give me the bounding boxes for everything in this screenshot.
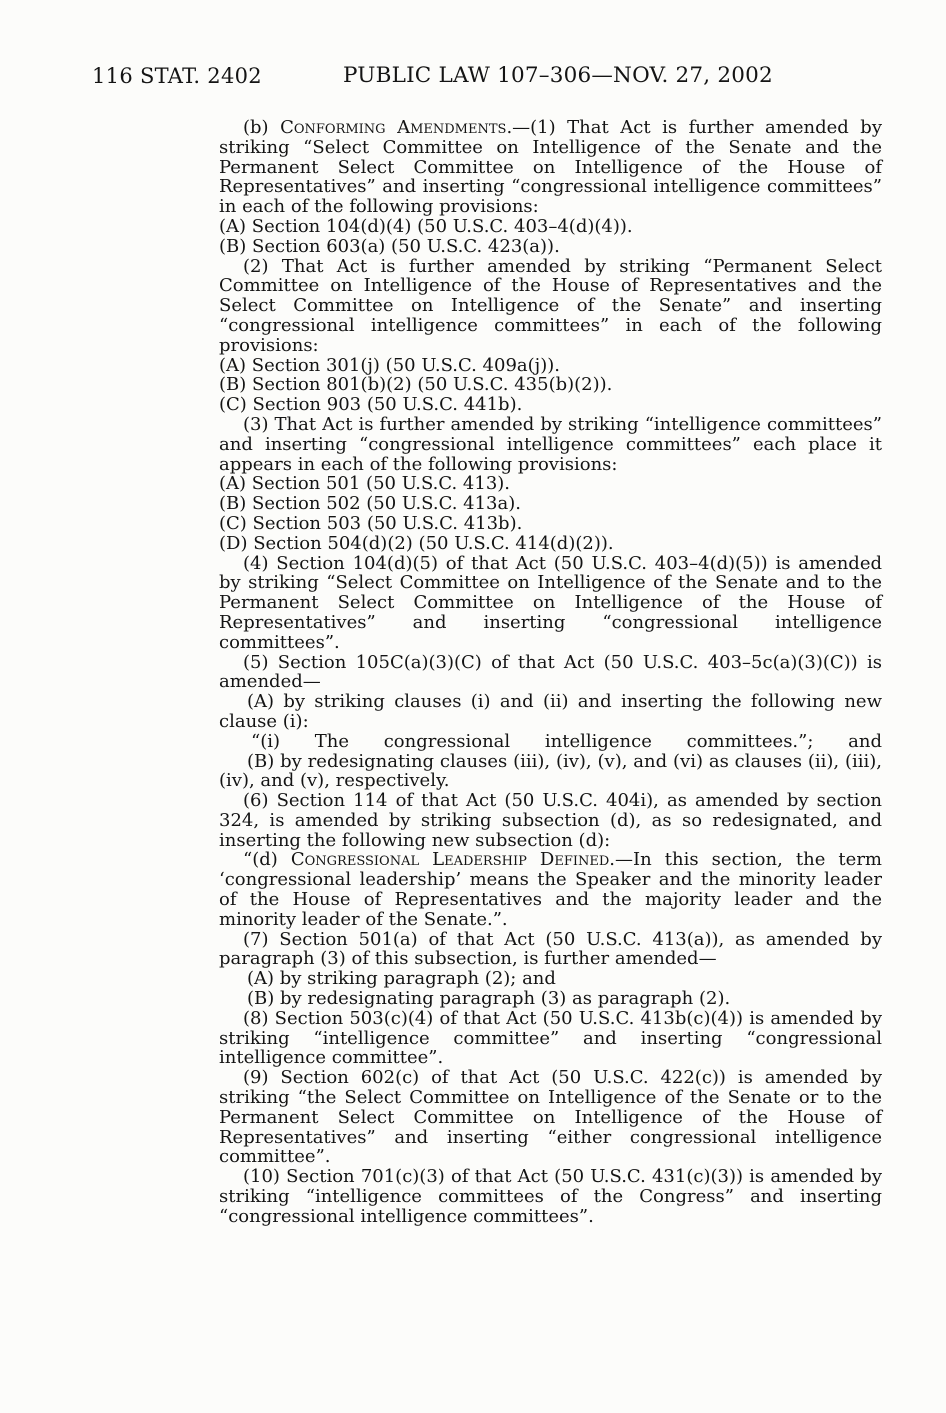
small-caps-heading: Conforming Amendments xyxy=(280,117,507,138)
quoted-clause-i: “(i) The congressional intelligence committees.”; and xyxy=(251,730,882,752)
statute-text-block xyxy=(219,118,882,1227)
provision-1-a: (A) Section 104(d)(4) (50 U.S.C. 403–4(d)(4)). xyxy=(219,215,633,237)
paragraph-9: (9) Section 602(c) of that Act (50 U.S.C. 422(c)) is amended by striking “the Select Committee on Intelligence of the Senate or to the Permanent Select Committee on Intelligence of the House of Representatives” and inserting “either congressional intelligence committee”. xyxy=(219,1067,882,1168)
provision-3-b: (B) Section 502 (50 U.S.C. 413a). xyxy=(219,493,521,515)
small-caps-heading: Congressional Leadership Defined xyxy=(290,849,610,871)
quoted-subsection-d xyxy=(219,850,882,929)
provision-3-a: (A) Section 501 (50 U.S.C. 413). xyxy=(219,473,511,495)
provision-3-d: (D) Section 504(d)(2) (50 U.S.C. 414(d)(2)). xyxy=(219,532,614,554)
clause-7-b: (B) by redesignating paragraph (3) as paragraph (2). xyxy=(247,988,731,1010)
paragraph-5: (5) Section 105C(a)(3)(C) of that Act (50 U.S.C. 403–5c(a)(3)(C)) is amended— xyxy=(219,651,882,693)
provision-2-c: (C) Section 903 (50 U.S.C. 441b). xyxy=(219,394,523,416)
paragraph-7: (7) Section 501(a) of that Act (50 U.S.C. 413(a)), as amended by paragraph (3) of this subsection, is further amended— xyxy=(219,928,882,970)
paragraph-10: (10) Section 701(c)(3) of that Act (50 U.S.C. 431(c)(3)) is amended by striking “intelligence committees of the Congress” and inserting “congressional intelligence committees”. xyxy=(219,1166,882,1227)
public-law-heading: PUBLIC LAW 107–306—NOV. 27, 2002 xyxy=(343,63,773,88)
clause-7-a: (A) by striking paragraph (2); and xyxy=(247,968,556,990)
paragraph-2: (2) That Act is further amended by striking “Permanent Select Committee on Intelligence of the House of Representatives and the Select Committee on Intelligence of the Senate” and inserting “congressional intelligence committees” in each of the following provisions: xyxy=(219,255,882,356)
paragraph-6: (6) Section 114 of that Act (50 U.S.C. 404i), as amended by section 324, is amended by striking subsection (d), as so redesignated, and inserting the following new subsection (d): xyxy=(219,790,882,851)
paragraph-b-conforming-amendments xyxy=(219,118,882,217)
paragraph-3: (3) That Act is further amended by striking “intelligence committees” and inserting “congressional intelligence committees” each place it appears in each of the following provisions: xyxy=(219,413,882,475)
provision-2-a: (A) Section 301(j) (50 U.S.C. 409a(j)). xyxy=(219,354,561,376)
provision-2-b: (B) Section 801(b)(2) (50 U.S.C. 435(b)(2)). xyxy=(219,374,613,396)
paragraph-4: (4) Section 104(d)(5) of that Act (50 U.S.C. 403–4(d)(5)) is amended by striking “Select Committee on Intelligence of the Senate and to the Permanent Select Committee on Intelligence of the House of Representatives” and inserting “congressional intelligence committees”. xyxy=(219,552,882,653)
clause-5-a: (A) by striking clauses (i) and (ii) and inserting the following new clause (i): xyxy=(219,691,882,732)
clause-5-b: (B) by redesignating clauses (iii), (iv), (v), and (vi) as clauses (ii), (iii), (iv), and (v), respectively. xyxy=(219,750,882,792)
paragraph-lead: (b) xyxy=(243,117,281,138)
provision-1-b: (B) Section 603(a) (50 U.S.C. 423(a)). xyxy=(219,235,560,257)
paragraph-text: .—(1) That Act is further amended by striking “Select Committee on Intelligence of the Senate and the Permanent Select Committee on Intelligence of the House of Representatives” and inserting “congressional intelligence committees” in each of the following provisions: xyxy=(219,117,882,218)
stat-page-number: 116 STAT. 2402 xyxy=(92,64,262,88)
paragraph-text: .—In this section, the term ‘congressional leadership’ means the Speaker and the minority leader of the House of Representatives and the majority leader and the minority leader of the Senate.”. xyxy=(219,849,882,930)
provision-3-c: (C) Section 503 (50 U.S.C. 413b). xyxy=(219,512,523,534)
paragraph-8: (8) Section 503(c)(4) of that Act (50 U.S.C. 413b(c)(4)) is amended by striking “intelligence committee” and inserting “congressional intelligence committee”. xyxy=(219,1007,882,1069)
paragraph-lead: “(d) xyxy=(243,849,291,871)
